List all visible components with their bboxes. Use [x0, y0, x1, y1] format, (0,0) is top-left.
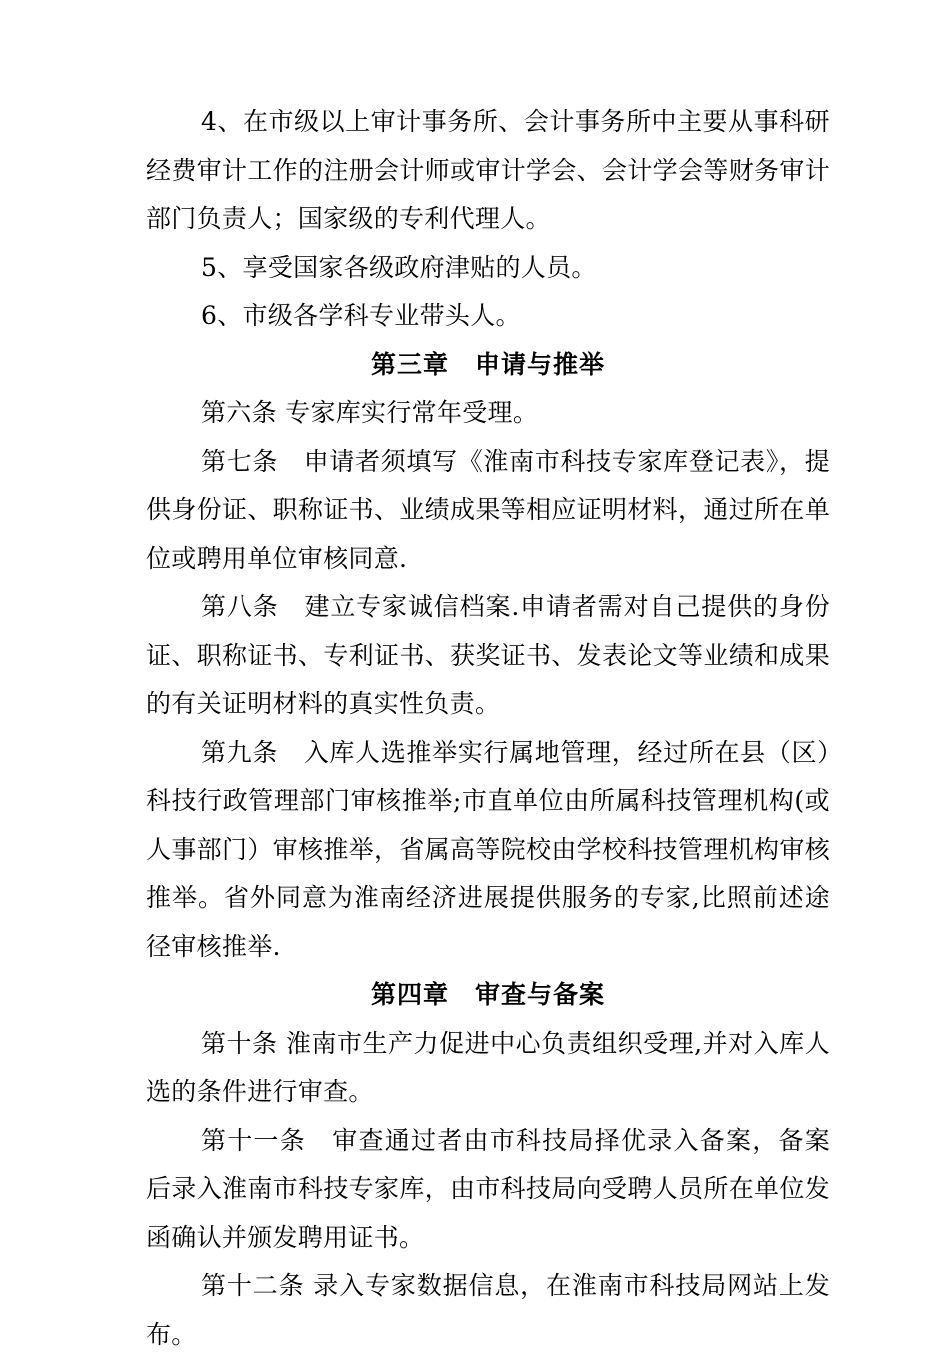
paragraph-item-4: 4、在市级以上审计事务所、会计事务所中主要从事科研经费审计工作的注册会计师或审计学会、会计学会等财务审计部门负责人；国家级的专利代理人。: [146, 107, 830, 233]
paragraph-item-5: 5、享受国家各级政府津贴的人员。: [201, 252, 597, 282]
chapter-4-heading: 第四章 审查与备案: [370, 980, 605, 1009]
article-8: 第八条 建立专家诚信档案.申请者需对自己提供的身份证、职称证书、专利证书、获奖证书、发表论文等业绩和成果的有关证明材料的真实性负责。: [146, 592, 830, 718]
article-7: 第七条 申请者须填写《淮南市科技专家库登记表》，提供身份证、职称证书、业绩成果等相应证明材料，通过所在单位或聘用单位审核同意.: [146, 446, 830, 573]
paragraph-item-6: 6、市级各学科专业带头人。: [201, 301, 521, 330]
article-11: 第十一条 审查通过者由市科技局择优录入备案，备案后录入淮南市科技专家库，由市科技局向受聘人员所在单位发函确认并颁发聘用证书。: [146, 1125, 830, 1252]
document-page: [146, 98, 830, 1359]
article-6: 第六条 专家库实行常年受理。: [201, 398, 539, 427]
article-9: 第九条 入库人选推举实行属地管理，经过所在县（区）科技行政管理部门审核推举;市直单位由所属科技管理机构(或人事部门）审核推举，省属高等院校由学校科技管理机构审核推举。省外同意为淮南经济进展提供服务的专家,比照前述途径审核推举.: [146, 737, 830, 961]
article-10: 第十条 淮南市生产力促进中心负责组织受理,并对入库人选的条件进行审查。: [146, 1028, 830, 1106]
chapter-3-heading: 第三章 申请与推举: [370, 349, 605, 379]
article-12: 第十二条 录入专家数据信息，在淮南市科技局网站上发布。: [146, 1271, 830, 1349]
